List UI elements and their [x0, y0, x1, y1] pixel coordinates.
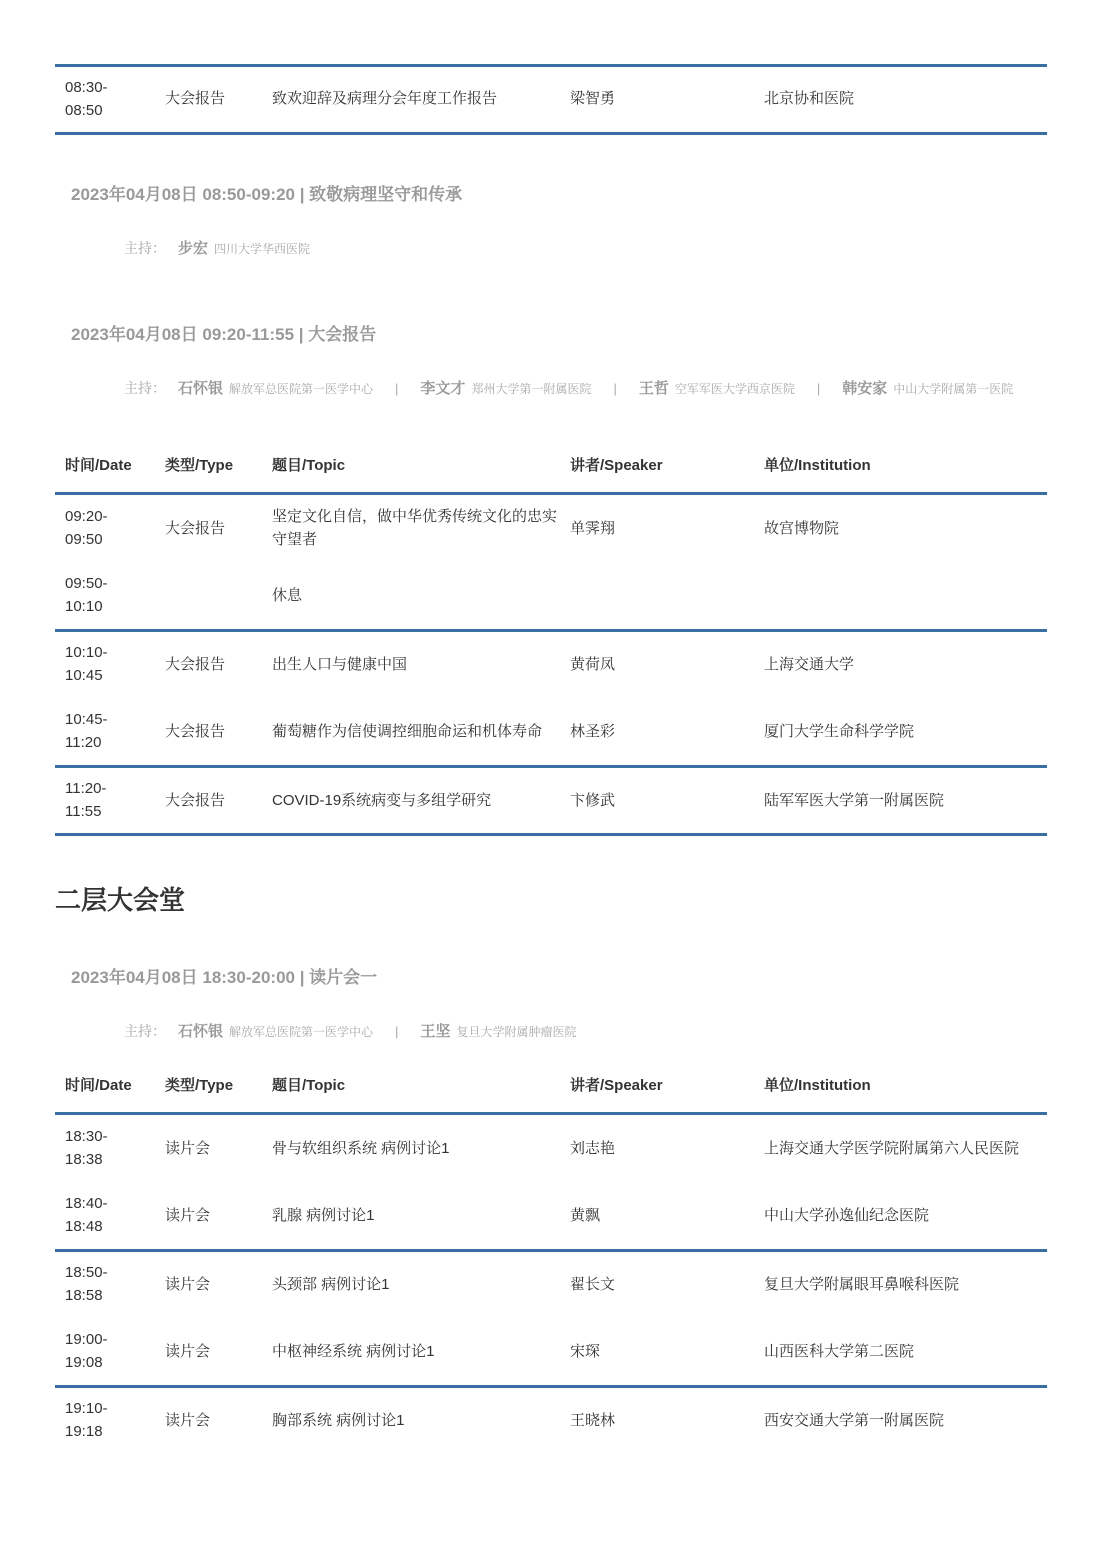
time-cell: 10:10- 10:45	[65, 644, 108, 684]
session-title: 2023年04月08日 08:50-09:20 | 致敬病理坚守和传承	[71, 185, 463, 204]
institution-cell: 故宫博物院	[764, 520, 840, 537]
host-institution: 解放军总医院第一医学中心	[229, 382, 374, 396]
speaker-cell: 刘志艳	[570, 1140, 616, 1157]
institution-cell: 北京协和医院	[764, 90, 855, 107]
host-name: 韩安家	[842, 380, 888, 397]
topic-cell: 坚定文化自信，做中华优秀传统文化的忠实守望者	[272, 508, 558, 548]
institution-cell: 西安交通大学第一附属医院	[764, 1412, 945, 1429]
host-institution: 中山大学附属第一医院	[893, 382, 1014, 396]
type-cell: 读片会	[165, 1343, 211, 1360]
separator: |	[395, 1024, 399, 1039]
table-rule	[55, 765, 1047, 768]
time-cell: 09:20- 09:50	[65, 508, 108, 548]
time-cell: 18:40- 18:48	[65, 1195, 108, 1235]
host-name: 王哲	[638, 380, 669, 397]
institution-cell: 上海交通大学	[764, 656, 855, 673]
host-label: 主持：	[124, 380, 166, 396]
separator: |	[613, 381, 617, 396]
time-cell: 09:50- 10:10	[65, 575, 108, 615]
type-cell: 读片会	[165, 1412, 211, 1429]
type-cell: 读片会	[165, 1276, 211, 1293]
hall-title: 二层大会堂	[55, 885, 186, 915]
time-cell: 19:10- 19:18	[65, 1400, 108, 1440]
table-rule	[55, 1112, 1047, 1115]
type-cell: 大会报告	[165, 656, 226, 673]
host-name: 步宏	[178, 240, 209, 257]
type-cell: 大会报告	[165, 520, 226, 537]
header-time: 时间/Date	[65, 1077, 132, 1094]
host-name: 李文才	[420, 380, 466, 397]
table-rule	[55, 1385, 1047, 1388]
host-name: 石怀银	[178, 380, 224, 397]
speaker-cell: 单霁翔	[570, 520, 616, 537]
host-institution: 四川大学华西医院	[214, 242, 311, 256]
topic-cell: 骨与软组织系统 病例讨论1	[272, 1140, 450, 1157]
topic-cell: 葡萄糖作为信使调控细胞命运和机体寿命	[272, 723, 543, 740]
topic-cell: 致欢迎辞及病理分会年度工作报告	[272, 90, 498, 107]
table-rule	[55, 132, 1047, 135]
topic-cell: 头颈部 病例讨论1	[272, 1276, 390, 1293]
topic-cell: 中枢神经系统 病例讨论1	[272, 1343, 435, 1360]
institution-cell: 陆军军医大学第一附属医院	[764, 792, 945, 809]
speaker-cell: 黄飘	[570, 1207, 601, 1224]
type-cell: 大会报告	[165, 723, 226, 740]
host-institution: 复旦大学附属肿瘤医院	[456, 1025, 577, 1039]
host-institution: 郑州大学第一附属医院	[471, 382, 592, 396]
type-cell: 大会报告	[165, 90, 226, 107]
header-time: 时间/Date	[65, 457, 132, 474]
header-type: 类型/Type	[165, 457, 234, 474]
host-name: 石怀银	[178, 1023, 224, 1040]
table-header	[55, 454, 1047, 478]
header-type: 类型/Type	[165, 1077, 234, 1094]
speaker-cell: 王晓林	[570, 1412, 616, 1429]
table-rule	[55, 492, 1047, 495]
type-cell: 读片会	[165, 1207, 211, 1224]
topic-cell: 胸部系统 病例讨论1	[272, 1412, 405, 1429]
type-cell: 读片会	[165, 1140, 211, 1157]
institution-cell: 上海交通大学医学院附属第六人民医院	[764, 1140, 1020, 1157]
host-institution: 空军军医大学西京医院	[674, 382, 795, 396]
table-header	[55, 1074, 1047, 1098]
speaker-cell: 黄荷凤	[570, 656, 616, 673]
header-institution: 单位/Institution	[764, 1077, 871, 1094]
institution-cell: 山西医科大学第二医院	[764, 1343, 915, 1360]
time-cell: 18:50- 18:58	[65, 1264, 108, 1304]
session-title: 2023年04月08日 09:20-11:55 | 大会报告	[71, 325, 377, 344]
speaker-cell: 梁智勇	[570, 90, 616, 107]
host-label: 主持：	[124, 240, 166, 256]
topic-cell: 休息	[272, 587, 303, 604]
time-cell: 18:30- 18:38	[65, 1128, 108, 1168]
time-cell: 10:45- 11:20	[65, 711, 108, 751]
institution-cell: 复旦大学附属眼耳鼻喉科医院	[764, 1276, 960, 1293]
time-cell: 19:00- 19:08	[65, 1331, 108, 1371]
time-cell: 08:30- 08:50	[65, 79, 108, 119]
header-topic: 题目/Topic	[272, 1077, 346, 1094]
topic-cell: COVID-19系统病变与多组学研究	[272, 792, 492, 809]
header-speaker: 讲者/Speaker	[570, 1077, 663, 1094]
topic-cell: 乳腺 病例讨论1	[272, 1207, 375, 1224]
header-institution: 单位/Institution	[764, 457, 871, 474]
speaker-cell: 翟长文	[570, 1276, 616, 1293]
speaker-cell: 宋琛	[570, 1343, 601, 1360]
speaker-cell: 卞修武	[570, 792, 616, 809]
time-cell: 11:20- 11:55	[65, 780, 107, 820]
type-cell: 大会报告	[165, 792, 226, 809]
institution-cell: 厦门大学生命科学学院	[764, 723, 915, 740]
session-title: 2023年04月08日 18:30-20:00 | 读片会一	[71, 968, 378, 987]
topic-cell: 出生人口与健康中国	[272, 656, 408, 673]
table-rule	[55, 833, 1047, 836]
host-label: 主持：	[124, 1023, 166, 1039]
host-institution: 解放军总医院第一医学中心	[229, 1025, 374, 1039]
speaker-cell: 林圣彩	[570, 723, 616, 740]
table-rule	[55, 1249, 1047, 1252]
separator: |	[395, 381, 399, 396]
header-speaker: 讲者/Speaker	[570, 457, 663, 474]
table-rule	[55, 64, 1047, 67]
table-rule	[55, 629, 1047, 632]
header-topic: 题目/Topic	[272, 457, 346, 474]
host-name: 王坚	[420, 1023, 451, 1040]
institution-cell: 中山大学孙逸仙纪念医院	[764, 1207, 930, 1224]
separator: |	[816, 381, 821, 396]
